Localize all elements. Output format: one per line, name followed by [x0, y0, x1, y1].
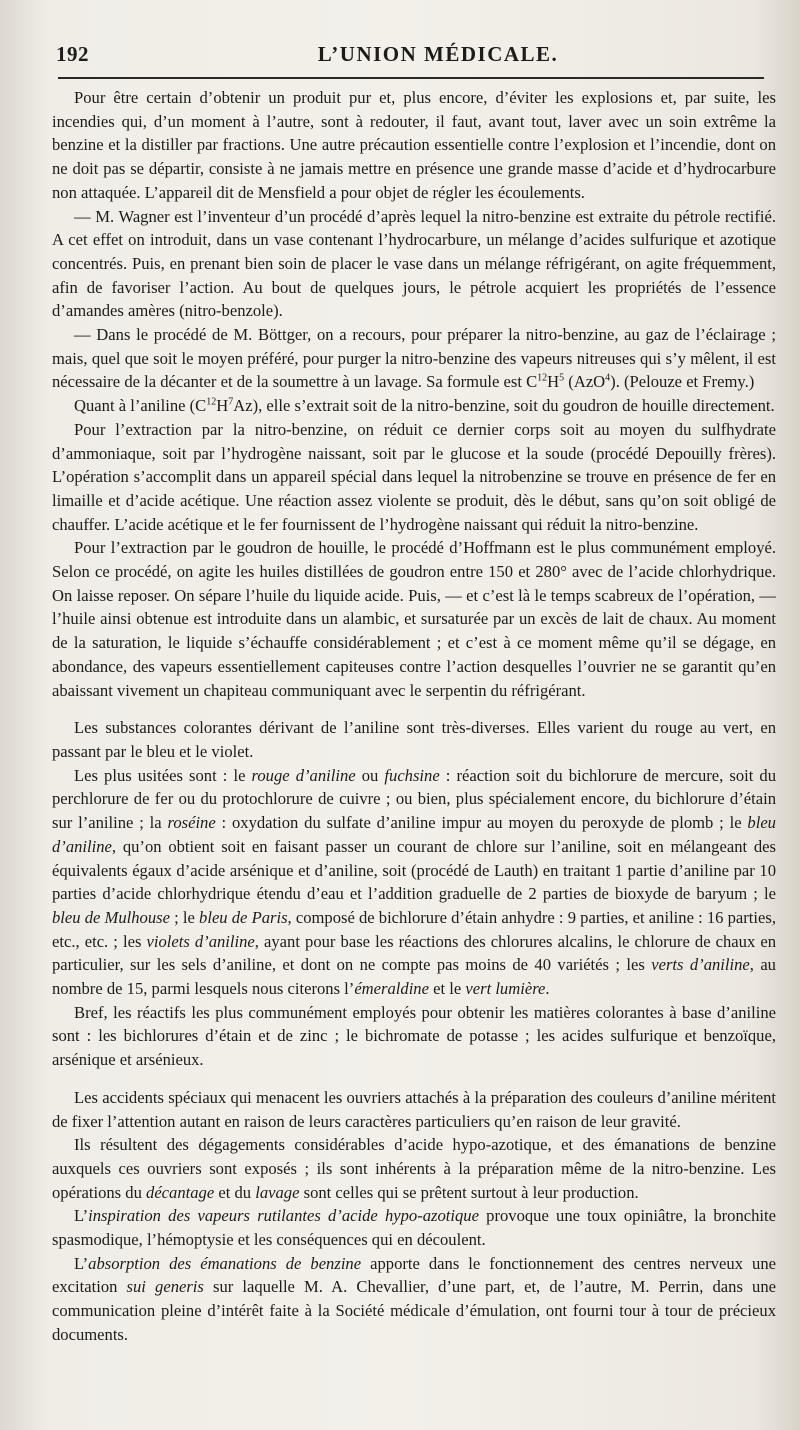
- text-run: Quant à l’aniline (C: [74, 396, 207, 416]
- paragraph-p7: [52, 716, 776, 763]
- text-run: ou: [355, 765, 385, 785]
- text-run: .: [545, 979, 550, 999]
- italic-text: inspiration des vapeurs rutilantes d’acide hypo-azotique: [88, 1206, 479, 1226]
- paragraph-p3: [52, 323, 776, 394]
- text-run: Az), elle s’extrait soit de la nitro-benzine, soit du goudron de houille directement.: [233, 396, 775, 416]
- italic-text: roséine: [167, 813, 216, 833]
- paragraph-p13: [52, 1252, 776, 1347]
- superscript: 4: [605, 372, 611, 384]
- paragraph-p10: [52, 1086, 776, 1133]
- page-header: [56, 38, 760, 72]
- text-run: apporte dans le fonctionnement des centres nerveux une excitation: [52, 1253, 776, 1297]
- text-run: ; le: [169, 907, 200, 927]
- italic-text: bleu de Paris: [199, 907, 288, 927]
- text-run: sur laquelle M. A. Chevallier, d’une part, et, de l’autre, M. Perrin, dans une communication pleine d’intérêt faite à la Société médicale d’émulation, ont fourni tour à tour de précieux documents.: [52, 1277, 776, 1344]
- paragraph-p9: [52, 1001, 776, 1072]
- paragraph-p6: [52, 536, 776, 702]
- text-run: Les plus usitées sont : le: [74, 765, 252, 785]
- text-run: sont celles qui se prêtent surtout à leur production.: [299, 1182, 639, 1202]
- paragraph-p12: [52, 1204, 776, 1251]
- italic-text: sui generis: [126, 1277, 204, 1297]
- text-run: , au nombre de 15, parmi lesquels nous citerons l’: [52, 955, 776, 999]
- italic-text: décantage: [146, 1182, 215, 1202]
- paragraph-p8: [52, 764, 776, 1001]
- italic-text: vert lumière: [465, 979, 546, 999]
- text-run: L’: [74, 1253, 89, 1273]
- text-run: H: [547, 372, 560, 392]
- italic-text: verts d’aniline: [651, 955, 750, 975]
- text-run: Les accidents spéciaux qui menacent les ouvriers attachés à la préparation des couleurs d’aniline méritent de fixer l’attention autant en raison de leurs caractères particuliers qu’en raison de leur gravité.: [52, 1087, 776, 1131]
- text-run: , ayant pour base les réactions des chlorures alcalins, le chlorure de chaux en particulier, sur les sels d’aniline, et dont on ne compte pas moins de 40 variétés ; les: [52, 931, 777, 975]
- text-run: H: [216, 396, 229, 416]
- text-run: : oxydation du sulfate d’aniline impur au moyen du peroxyde de plomb ; le: [215, 813, 748, 833]
- superscript: 5: [559, 372, 565, 384]
- text-run: ). (Pelouze et Fremy.): [610, 372, 755, 392]
- text-run: : réaction soit du bichlorure de mercure, soit du perchlorure de fer ou du protochlorure de cuivre ; ou bien, plus spécialement encore, du bichlorure d’étain sur l’aniline ; la: [52, 765, 777, 833]
- text-run: Pour être certain d’obtenir un produit pur et, plus encore, d’éviter les explosions et, par suite, les incendies qui, d’un moment à l’autre, sont à redouter, il faut, avant tout, laver avec un soin extrême la benzine et la distiller par fractions. Une autre précaution essentielle contre l’explosion et l’incendie, dont on ne doit pas se départir, consiste à ne jamais mettre en présence une grande masse d’acide et d’hydrocarbure non attaquée. L’appareil dit de Mensfield a pour objet de régler les écoulements.: [52, 88, 776, 202]
- superscript: 7: [228, 396, 234, 408]
- page-number: 192: [56, 42, 89, 66]
- text-run: Pour l’extraction par la nitro-benzine, on réduit ce dernier corps soit au moyen du sulfhydrate d’ammoniaque, soit par l’hydrogène naissant, soit par le glucose et la soude (procédé Depouilly frères). L’opération s’accomplit dans un appareil spécial dans lequel la nitrobenzine se trouve en présence de fer en limaille et d’acide acétique. Une réaction assez violente se produit, dès le début, sans qu’on soit obligé de chauffer. L’acide acétique et le fer fournissent de l’hydrogène naissant qui réduit la nitro-benzine.: [52, 419, 776, 534]
- italic-text: bleu d’aniline: [52, 813, 776, 856]
- text-run: — Dans le procédé de M. Böttger, on a recours, pour préparer la nitro-benzine, au gaz de l’éclairage ; mais, quel que soit le moyen préféré, pour purger la nitro-benzine des vapeurs nitreuses qui s’y mêlent, il est nécessaire de la décanter et de la soumettre à un lavage. Sa formule est C: [52, 325, 776, 392]
- italic-text: rouge d’aniline: [251, 765, 356, 785]
- text-run: (AzO: [564, 372, 606, 392]
- superscript: 12: [206, 396, 217, 408]
- running-title: L’UNION MÉDICALE.: [317, 42, 559, 66]
- paragraph-p1: [52, 86, 776, 205]
- article-body: [52, 86, 776, 1347]
- italic-text: émeraldine: [354, 979, 429, 999]
- italic-text: fuchsine: [384, 765, 440, 785]
- italic-text: bleu de Mulhouse: [52, 907, 170, 927]
- italic-text: violets d’aniline: [146, 931, 255, 951]
- paragraph-p11: [52, 1133, 776, 1204]
- text-run: provoque une toux opiniâtre, la bronchite spasmodique, l’hémoptysie et les conséquences qui en découlent.: [52, 1206, 776, 1250]
- paragraph-p4: [52, 394, 776, 418]
- text-run: , composé de bichlorure d’étain anhydre : 9 parties, et aniline : 16 parties, etc., etc. ; les: [52, 907, 776, 951]
- text-run: Ils résultent des dégagements considérables d’acide hypo-azotique, et des émanations de benzine auxquels ces ouvriers sont exposés ; ils sont inhérents à la préparation même de la nitro-benzine. Les opérations du: [52, 1135, 776, 1202]
- text-run: — M. Wagner est l’inventeur d’un procédé d’après lequel la nitro-benzine est extraite du pétrole rectifié. A cet effet on introduit, dans un vase contenant l’hydrocarbure, un mélange d’acides sulfurique et azotique concentrés. Puis, en prenant bien soin de placer le vase dans un mélange réfrigérant, on agite fréquemment, afin de favoriser l’action. Au bout de quelques jours, le pétrole acquiert les propriétés de l’essence d’amandes amères (nitro-benzole).: [52, 206, 776, 321]
- paragraph-p2: [52, 205, 776, 324]
- text-run: et du: [214, 1182, 256, 1202]
- text-run: L’: [74, 1206, 89, 1226]
- header-rule: [58, 77, 764, 79]
- superscript: 12: [537, 372, 548, 384]
- paragraph-p5: [52, 418, 776, 537]
- text-run: , qu’on obtient soit en faisant passer un courant de chlore sur l’aniline, soit en mélangeant des équivalents égaux d’acide arsénique et d’aniline, soit (procédé de Lauth) en traitant 1 partie d’aniline par 10 parties d’acide chlorhydrique étendu d’eau et l’addition graduelle de 2 parties de bioxyde de baryum ; le: [52, 836, 776, 904]
- text-run: et le: [428, 979, 466, 999]
- text-run: Les substances colorantes dérivant de l’aniline sont très-diverses. Elles varient du rouge au vert, en passant par le bleu et le violet.: [52, 718, 776, 761]
- text-run: Bref, les réactifs les plus communément employés pour obtenir les matières colorantes à base d’aniline sont : les bichlorures d’étain et de zinc ; le bichromate de potasse ; les acides sulfurique et benzoïque, arsénique et arsénieux.: [52, 1002, 776, 1070]
- italic-text: lavage: [255, 1182, 300, 1202]
- italic-text: absorption des émanations de benzine: [88, 1253, 362, 1273]
- text-run: Pour l’extraction par le goudron de houille, le procédé d’Hoffmann est le plus communément employé. Selon ce procédé, on agite les huiles distillées de goudron entre 150 et 280° avec de l’acide chlorhydrique. On laisse reposer. On sépare l’huile du liquide acide. Puis, — et c’est là le temps scabreux de l’opération, — l’huile ainsi obtenue est introduite dans un alambic, et sursaturée par un excès de lait de chaux. Au moment de la saturation, le liquide s’échauffe considérablement ; et c’est à ce moment même qu’il se dégage, en abondance, des vapeurs essentiellement capiteuses contre l’action desquelles l’ouvrier ne se garantit qu’en abaissant vivement un chapiteau communiquant avec le serpentin du réfrigérant.: [52, 538, 776, 700]
